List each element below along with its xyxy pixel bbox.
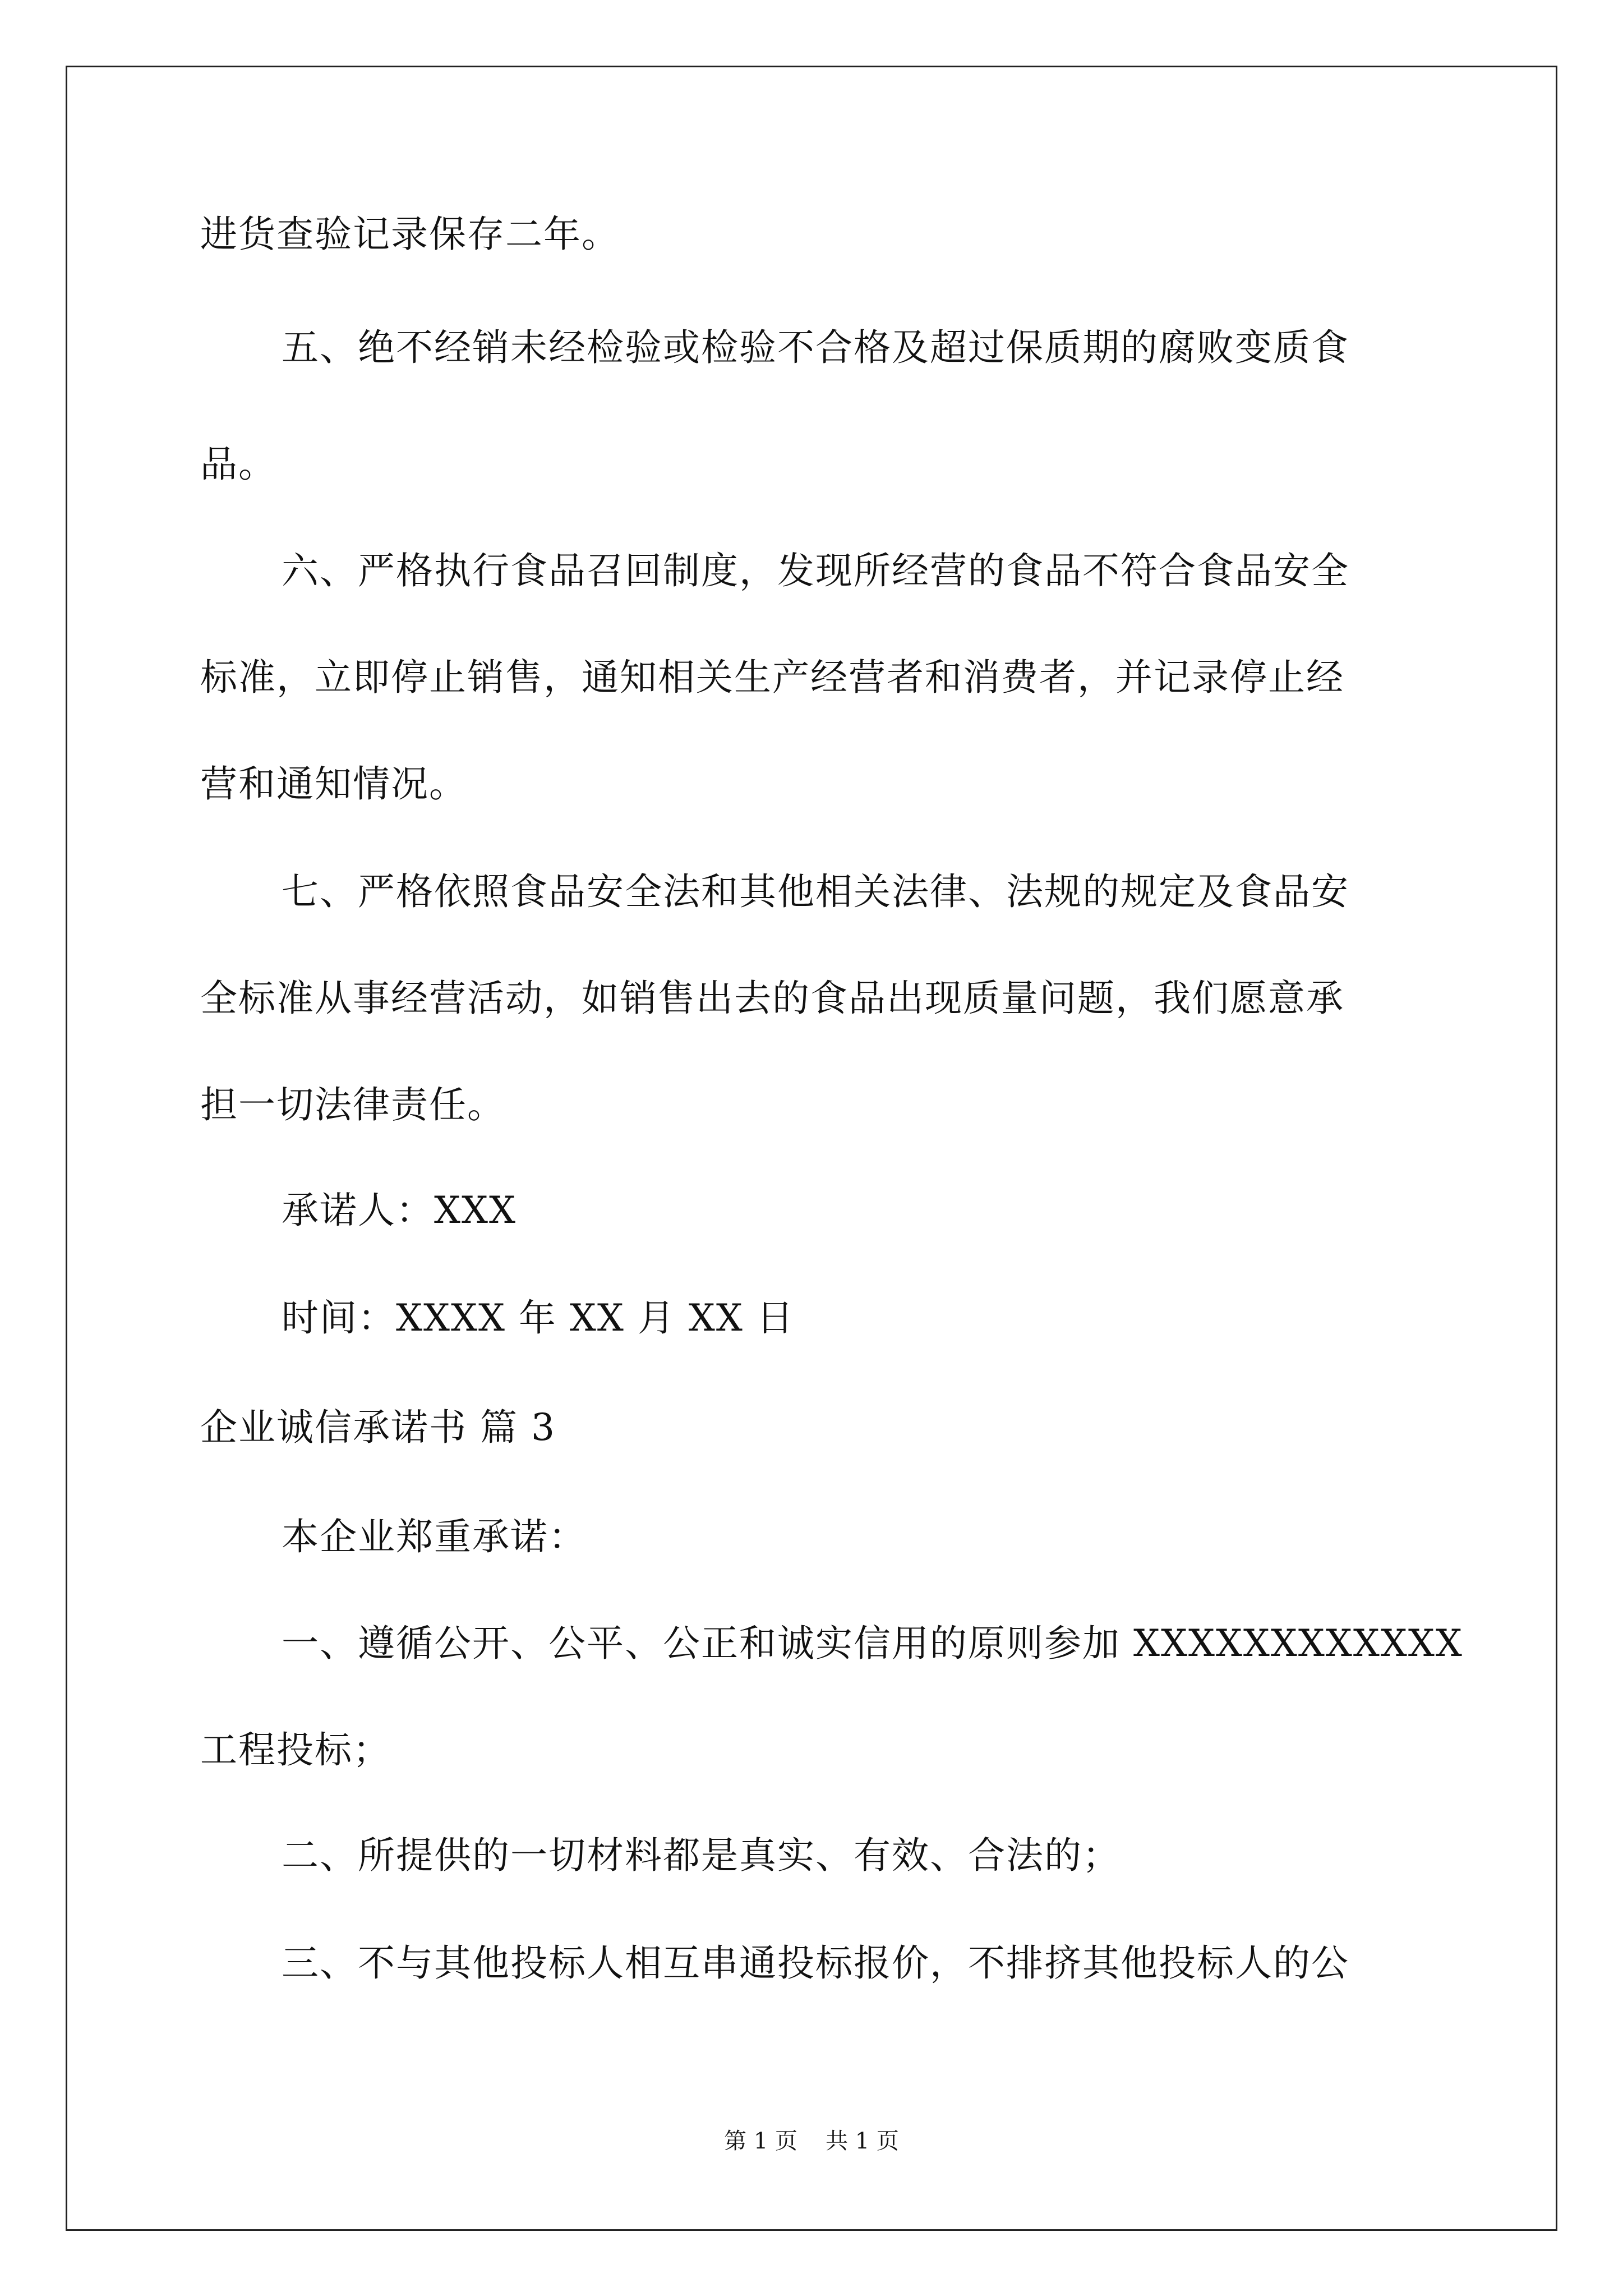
section-heading: 企业诚信承诺书 篇 3	[200, 1406, 556, 1449]
page-border	[66, 66, 1557, 2231]
paragraph-line: 工程投标；	[200, 1728, 391, 1772]
paragraph-line: 担一切法律责任。	[200, 1083, 505, 1126]
paragraph-line: 六、严格执行食品召回制度，发现所经营的食品不符合食品安全	[282, 549, 1349, 592]
paragraph-line: 一、遵循公开、公平、公正和诚实信用的原则参加 XXXXXXXXXXXX	[282, 1622, 1463, 1665]
signer-line: 承诺人：XXX	[282, 1189, 517, 1232]
paragraph-line: 二、所提供的一切材料都是真实、有效、合法的；	[282, 1834, 1121, 1877]
paragraph-line: 七、严格依照食品安全法和其他相关法律、法规的规定及食品安	[282, 870, 1349, 913]
paragraph-line: 本企业郑重承诺：	[282, 1515, 587, 1558]
page-number-current: 第 1 页	[724, 2128, 797, 2154]
page-footer	[0, 2127, 1623, 2155]
paragraph-line: 三、不与其他投标人相互串通投标报价，不排挤其他投标人的公	[282, 1941, 1349, 1985]
page-number-total: 共 1 页	[826, 2128, 899, 2154]
paragraph-line: 标准，立即停止销售，通知相关生产经营者和消费者，并记录停止经	[200, 656, 1344, 699]
paragraph-line: 五、绝不经销未经检验或检验不合格及超过保质期的腐败变质食	[282, 326, 1349, 369]
date-line: 时间：XXXX 年 XX 月 XX 日	[282, 1296, 795, 1340]
paragraph-line: 进货查验记录保存二年。	[200, 213, 620, 256]
paragraph-line: 品。	[200, 443, 276, 486]
paragraph-line: 营和通知情况。	[200, 762, 467, 806]
paragraph-line: 全标准从事经营活动，如销售出去的食品出现质量问题，我们愿意承	[200, 977, 1344, 1020]
